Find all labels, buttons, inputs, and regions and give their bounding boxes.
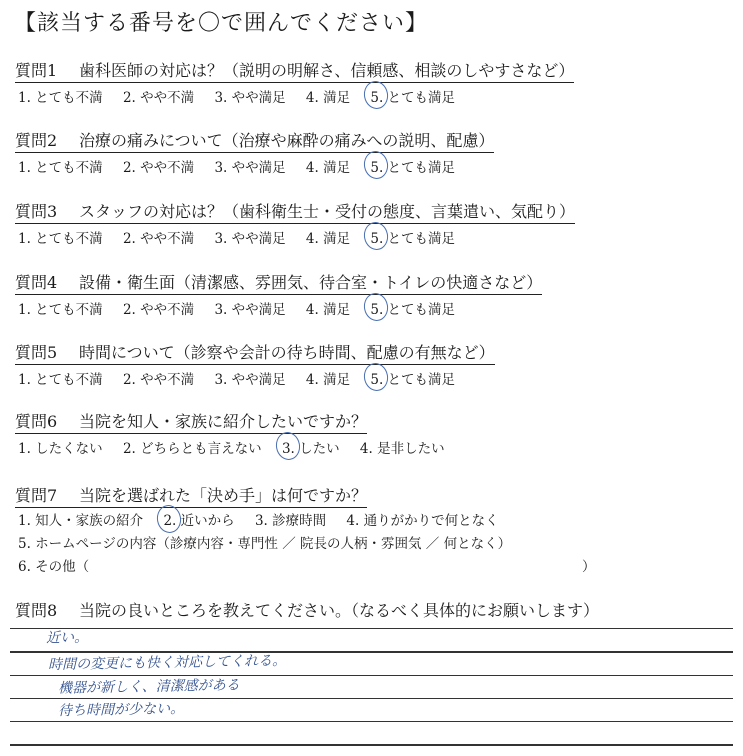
- options-row-1: [18, 510, 733, 533]
- question-6-title: [15, 409, 367, 434]
- question-text: 当院を選ばれた「決め手」は何ですか？: [79, 486, 368, 505]
- question-2-title: [15, 128, 494, 153]
- handwritten-answer-2: 時間の変更にも快く対応してくれる。: [47, 652, 287, 674]
- option-1[interactable]: 1. とても不満: [18, 372, 103, 388]
- handwritten-answer-4: 待ち時間が少ない。: [57, 700, 185, 720]
- question-3-title: [15, 199, 575, 224]
- options-row: [18, 156, 733, 176]
- option-1[interactable]: 1. とても不満: [18, 90, 103, 106]
- option-3-circled[interactable]: 3. したい: [282, 437, 340, 457]
- option-3[interactable]: 3. やや満足: [214, 231, 286, 247]
- option-4[interactable]: 4. 通りがかりで何となく: [346, 513, 499, 529]
- question-number: 質問1: [15, 61, 58, 80]
- answer-line: [10, 628, 733, 629]
- question-text: 設備・衛生面（清潔感、雰囲気、待合室・トイレの快適さなど）: [79, 273, 543, 292]
- question-number: 質問3: [15, 202, 58, 221]
- option-1[interactable]: 1. とても不満: [18, 302, 103, 318]
- answer-line: [10, 721, 733, 722]
- question-4: [15, 270, 733, 318]
- option-3[interactable]: 3. 診療時間: [254, 513, 327, 529]
- question-7-title: [15, 483, 367, 508]
- option-5-circled[interactable]: 5. とても満足: [370, 368, 455, 388]
- question-2: [15, 128, 733, 176]
- question-7: [15, 483, 733, 579]
- option-5[interactable]: 5. ホームページの内容（診療内容・専門性 ／ 院長の人柄・雰囲気 ／ 何となく）: [18, 536, 512, 552]
- question-text: 当院の良いところを教えてください。（なるべく具体的にお願いします）: [79, 601, 600, 620]
- option-4[interactable]: 4. 満足: [305, 231, 351, 247]
- question-number: 質問2: [15, 131, 58, 150]
- option-3[interactable]: 3. やや満足: [214, 372, 286, 388]
- option-2[interactable]: 2. どちらとも言えない: [122, 441, 262, 457]
- option-4[interactable]: 4. 満足: [305, 302, 351, 318]
- question-1-title: [15, 58, 574, 83]
- options-row: [18, 227, 733, 247]
- question-number: 質問8: [15, 601, 58, 620]
- options-row: [18, 368, 733, 388]
- options-block: [18, 510, 733, 579]
- answer-line: [10, 744, 733, 745]
- option-4[interactable]: 4. 満足: [305, 372, 351, 388]
- question-8: [15, 598, 733, 622]
- options-row: [18, 437, 733, 457]
- option-3[interactable]: 3. やや満足: [214, 90, 286, 106]
- question-text: 歯科医師の対応は？（説明の明解さ、信頼感、相談のしやすさなど）: [79, 61, 575, 80]
- question-4-title: [15, 270, 542, 295]
- question-text: 治療の痛みについて（治療や麻酔の痛みへの説明、配慮）: [79, 131, 495, 150]
- handwritten-answer-3: 機器が新しく、清潔感がある: [57, 677, 240, 697]
- option-5-circled[interactable]: 5. とても満足: [370, 298, 455, 318]
- option-2[interactable]: 2. やや不満: [122, 372, 195, 388]
- option-1[interactable]: 1. したくない: [18, 441, 103, 457]
- option-3[interactable]: 3. やや満足: [214, 302, 286, 318]
- option-4[interactable]: 4. 満足: [305, 160, 351, 176]
- question-number: 質問4: [15, 273, 58, 292]
- question-5-title: [15, 340, 495, 365]
- option-2-circled[interactable]: 2. 近いから: [163, 510, 234, 533]
- question-6: [15, 409, 733, 457]
- question-number: 質問7: [15, 486, 58, 505]
- question-text: 時間について（診察や会計の待ち時間、配慮の有無など）: [79, 343, 495, 362]
- option-4[interactable]: 4. 満足: [305, 90, 351, 106]
- options-row: [18, 86, 733, 106]
- question-text: スタッフの対応は？（歯科衛生士・受付の態度、言葉遣い、気配り）: [79, 202, 576, 221]
- option-4[interactable]: 4. 是非したい: [359, 441, 445, 457]
- option-5-circled[interactable]: 5. とても満足: [370, 156, 455, 176]
- handwritten-answer-1: 近い。: [45, 629, 89, 647]
- option-1[interactable]: 1. とても不満: [18, 231, 103, 247]
- options-row-2: [18, 533, 733, 556]
- option-1[interactable]: 1. 知人・家族の紹介: [18, 513, 144, 529]
- question-5: [15, 340, 733, 388]
- question-text: 当院を知人・家族に紹介したいですか？: [79, 412, 368, 431]
- question-8-title: [15, 598, 599, 622]
- option-3[interactable]: 3. やや満足: [214, 160, 286, 176]
- option-1[interactable]: 1. とても不満: [18, 160, 103, 176]
- question-number: 質問6: [15, 412, 58, 431]
- option-2[interactable]: 2. やや不満: [122, 160, 195, 176]
- other-close-paren: ）: [582, 559, 596, 575]
- option-2[interactable]: 2. やや不満: [122, 231, 195, 247]
- option-2[interactable]: 2. やや不満: [122, 302, 195, 318]
- question-number: 質問5: [15, 343, 58, 362]
- option-5-circled[interactable]: 5. とても満足: [370, 227, 455, 247]
- question-3: [15, 199, 733, 247]
- options-row-3: [18, 556, 733, 579]
- option-5-circled[interactable]: 5. とても満足: [370, 86, 455, 106]
- option-6-other[interactable]: 6. その他（: [18, 559, 90, 575]
- question-1: [15, 58, 733, 106]
- options-row: [18, 298, 733, 318]
- option-2[interactable]: 2. やや不満: [122, 90, 195, 106]
- page-title: 【該当する番号を〇で囲んでください】: [14, 11, 429, 36]
